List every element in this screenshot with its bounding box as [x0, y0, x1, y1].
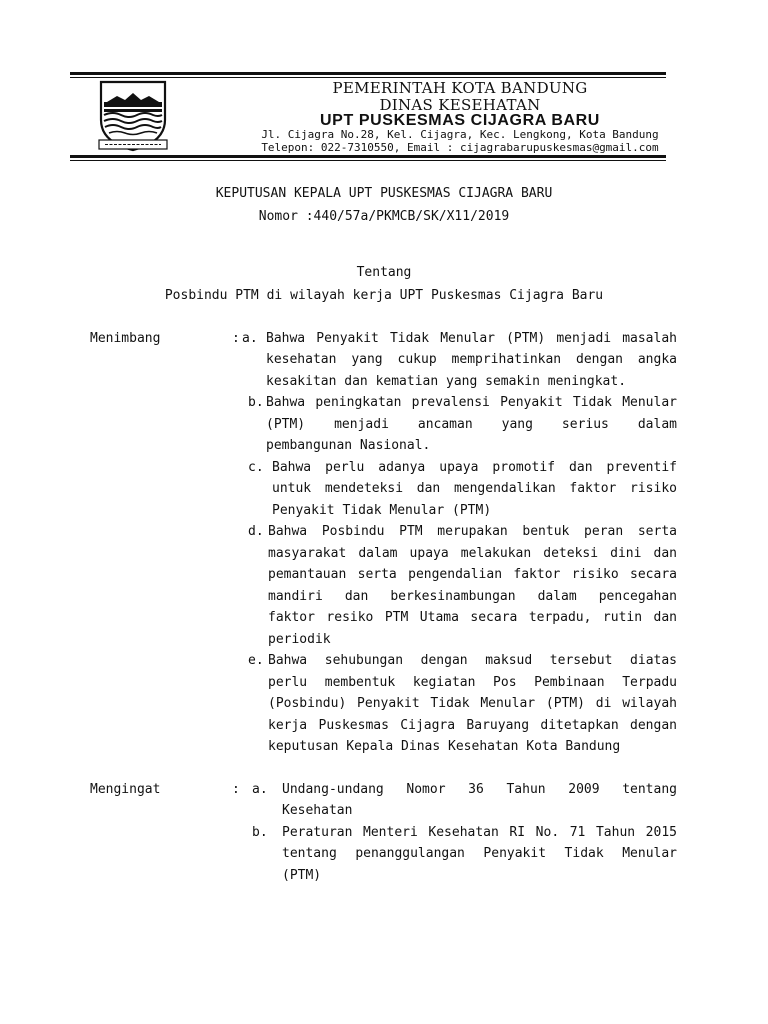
decree-subject: Posbindu PTM di wilayah kerja UPT Puskesmas Cijagra Baru — [164, 288, 604, 303]
consideration-line: untuk mendeteksi dan mengendalikan faktor risiko — [272, 481, 677, 496]
consideration-line: keputusan Kepala Dinas Kesehatan Kota Bandung — [268, 739, 621, 754]
item-marker: d. — [248, 524, 264, 539]
consideration-line: Bahwa Posbindu PTM merupakan bentuk peran serta — [268, 524, 677, 539]
letterhead-top-rule-thin — [70, 77, 666, 78]
department-name: DINAS KESEHATAN — [379, 96, 541, 114]
decree-number: Nomor :440/57a/PKMCB/SK/X11/2019 — [258, 209, 510, 224]
consideration-line: masyarakat dalam upaya melakukan deteksi dini dan — [268, 546, 677, 561]
consideration-line: kesehatan yang cukup memprihatinkan dengan angka — [266, 352, 677, 367]
institution-name: UPT PUSKESMAS CIJAGRA BARU — [320, 112, 600, 129]
consideration-line: faktor resiko PTM Utama secara terpadu, rutin dan — [268, 610, 677, 625]
consideration-line: pemantauan serta pengendalian faktor risiko secara — [268, 567, 677, 582]
institution-contact: Telepon: 022-7310550, Email : cijagrabarupuskesmas@gmail.com — [261, 141, 659, 154]
government-name: PEMERINTAH KOTA BANDUNG — [332, 79, 588, 97]
letterhead-top-rule — [70, 72, 666, 75]
consideration-line: mandiri dan berkesinambungan dalam pencegahan — [268, 589, 677, 604]
item-marker: b. — [248, 395, 264, 410]
letterhead-bottom-rule — [70, 155, 666, 158]
consideration-line: (Posbindu) Penyakit Tidak Menular (PTM) di wilayah — [268, 696, 677, 711]
item-marker: c. — [248, 460, 264, 475]
consideration-line: Bahwa peningkatan prevalensi Penyakit Tidak Menular — [266, 395, 677, 410]
item-marker: b. — [252, 825, 268, 840]
decree-heading: KEPUTUSAN KEPALA UPT PUSKESMAS CIJAGRA BARU — [215, 186, 553, 201]
consideration-line: pembangunan Nasional. — [266, 438, 431, 453]
menimbang-colon: : — [232, 331, 240, 346]
consideration-line: (PTM) menjadi ancaman yang serius dalam — [266, 417, 677, 432]
city-emblem-logo — [95, 80, 171, 152]
consideration-line: periodik — [268, 632, 331, 647]
menimbang-label: Menimbang — [90, 331, 161, 346]
consideration-line: kesakitan dan kematian yang semakin meningkat. — [266, 374, 627, 389]
legal-basis-line: Kesehatan — [282, 803, 353, 818]
consideration-line: Bahwa Penyakit Tidak Menular (PTM) menjadi masalah — [266, 331, 677, 346]
legal-basis-line: (PTM) — [282, 868, 322, 883]
consideration-line: kerja Puskesmas Cijagra Baruyang ditetapkan dengan — [268, 718, 677, 733]
item-marker: a. — [242, 331, 258, 346]
item-marker: e. — [248, 653, 264, 668]
legal-basis-line: Undang-undang Nomor 36 Tahun 2009 tentang — [282, 782, 677, 797]
institution-address: Jl. Cijagra No.28, Kel. Cijagra, Kec. Lengkong, Kota Bandung — [261, 128, 659, 141]
item-marker: a. — [252, 782, 268, 797]
letterhead-bottom-rule-thin — [70, 160, 666, 161]
legal-basis-line: tentang penanggulangan Penyakit Tidak Menular — [282, 846, 677, 861]
consideration-line: Bahwa perlu adanya upaya promotif dan preventif — [272, 460, 677, 475]
mengingat-label: Mengingat — [90, 782, 161, 797]
consideration-line: perlu membentuk kegiatan Pos Pembinaan Terpadu — [268, 675, 677, 690]
about-label: Tentang — [356, 265, 412, 280]
consideration-line: Bahwa sehubungan dengan maksud tersebut diatas — [268, 653, 677, 668]
mengingat-colon: : — [232, 782, 240, 797]
consideration-line: Penyakit Tidak Menular (PTM) — [272, 503, 492, 518]
legal-basis-line: Peraturan Menteri Kesehatan RI No. 71 Tahun 2015 — [282, 825, 677, 840]
